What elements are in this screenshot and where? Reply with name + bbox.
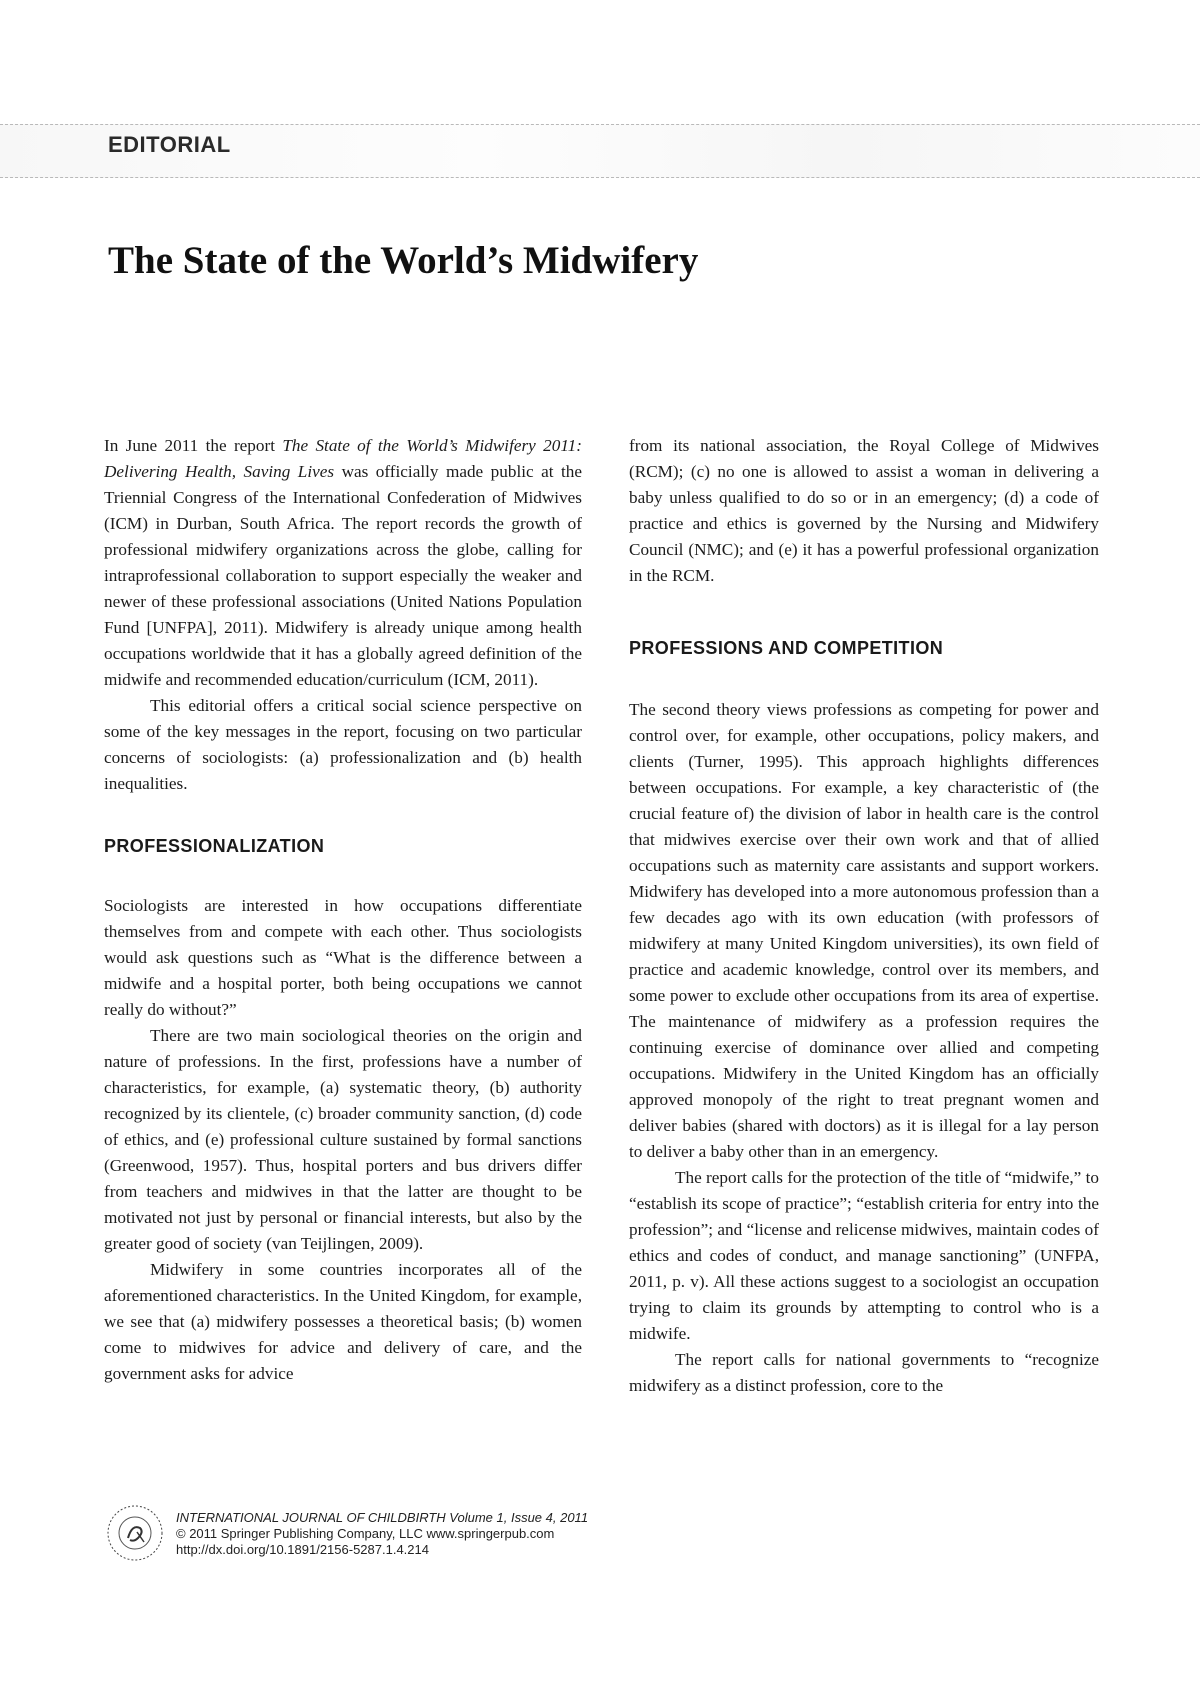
paragraph: The report calls for the protection of the title of “midwife,” to “establish its scope of practice”; “establish criteria for entry into the profession”; and “license and relicense midwives, maintain codes of ethics and codes of conduct, and manage sanctioning” (UNFPA, 2011, p. v). All these actions suggest to a sociologist an occupation trying to claim its grounds by attempting to control who is a midwife. (629, 1168, 1099, 1343)
paragraph-text: was officially made public at the Triennial Congress of the International Confederation of Midwives (ICM) in Durban, South Africa. The report records the growth of professional midwifery organizations across the globe, calling for intraprofessional collaboration to support especially the weaker and newer of these professional associations (United Nations Population Fund [UNFPA], 2011). Midwifery is already unique among health occupations worldwide that it has a globally agreed definition of the midwife and recommended education/curriculum (ICM, 2011). (104, 462, 582, 689)
page-footer (104, 1502, 704, 1572)
paragraph (104, 433, 582, 693)
section-heading: PROFESSIONALIZATION (104, 836, 325, 856)
paragraph-text: In June 2011 the report (104, 436, 283, 455)
paragraph: There are two main sociological theories on the origin and nature of professions. In the first, professions have a number of characteristics, for example, (a) systematic theory, (b) authority recognized by its clientele, (c) broader community sanction, (d) code of ethics, and (e) professional culture sustained by formal sanctions (Greenwood, 1957). Thus, hospital porters and bus drivers differ from teachers and midwives in that the latter are thought to be motivated not just by personal or financial interests, but also by the greater good of society (van Teijlingen, 2009). (104, 1026, 582, 1253)
section-label: EDITORIAL (108, 132, 231, 157)
paragraph: from its national association, the Royal College of Midwives (RCM); (c) no one is allowed to assist a woman in delivering a baby unless qualified to do so or in an emergency; (d) a code of practice and ethics is governed by the Nursing and Midwifery Council (NMC); and (e) it has a powerful professional organization in the RCM. (629, 436, 1099, 585)
journal-citation: INTERNATIONAL JOURNAL OF CHILDBIRTH Volume 1, Issue 4, 2011 (176, 1510, 589, 1525)
doi-link[interactable]: http://dx.doi.org/10.1891/2156-5287.1.4.214 (176, 1542, 429, 1557)
report-title: The State of the World’s Midwifery 2011: Delivering Health, Saving Lives (104, 436, 582, 481)
paragraph: Sociologists are interested in how occupations differentiate themselves from and compete with each other. Thus sociologists would ask questions such as “What is the difference between a midwife and a hospital porter, both being occupations we cannot really do without?” (104, 896, 582, 1019)
paragraph: This editorial offers a critical social science perspective on some of the key messages in the report, focusing on two particular concerns of sociologists: (a) professionalization and (b) health inequalities. (104, 696, 582, 793)
paragraph: Midwifery in some countries incorporates all of the aforementioned characteristics. In the United Kingdom, for example, we see that (a) midwifery possesses a theoretical basis; (b) women come to midwives for advice and delivery of care, and the government asks for advice (104, 1260, 582, 1383)
right-column (629, 433, 1099, 1399)
icm-seal-logo (104, 1502, 166, 1564)
section-heading: PROFESSIONS AND COMPETITION (629, 638, 944, 658)
left-column (104, 433, 582, 1387)
paragraph: The report calls for national governments to “recognize midwifery as a distinct profession, core to the (629, 1350, 1099, 1395)
article-title: The State of the World’s Midwifery (108, 239, 699, 282)
copyright-line: © 2011 Springer Publishing Company, LLC www.springerpub.com (176, 1526, 555, 1541)
footer-text (176, 1510, 588, 1558)
paragraph: The second theory views professions as competing for power and control over, for example, other occupations, policy makers, and clients (Turner, 1995). This approach highlights differences between occupations. For example, a key characteristic of (the crucial feature of) the division of labor in health care is the control that midwives exercise over their own work and that of allied occupations such as maternity care assistants and support workers. Midwifery has developed into a more autonomous profession than a few decades ago with its own education (with professors of midwifery at many United Kingdom universities), its own field of practice and academic knowledge, control over its members, and some power to exclude other occupations from its area of expertise. The maintenance of midwifery as a profession requires the continuing exercise of dominance over allied and competing occupations. Midwifery in the United Kingdom has an officially approved monopoly of the right to treat pregnant women and deliver babies (shared with doctors) as it is illegal for a lay person to deliver a baby other than in an emergency. (629, 700, 1099, 1161)
